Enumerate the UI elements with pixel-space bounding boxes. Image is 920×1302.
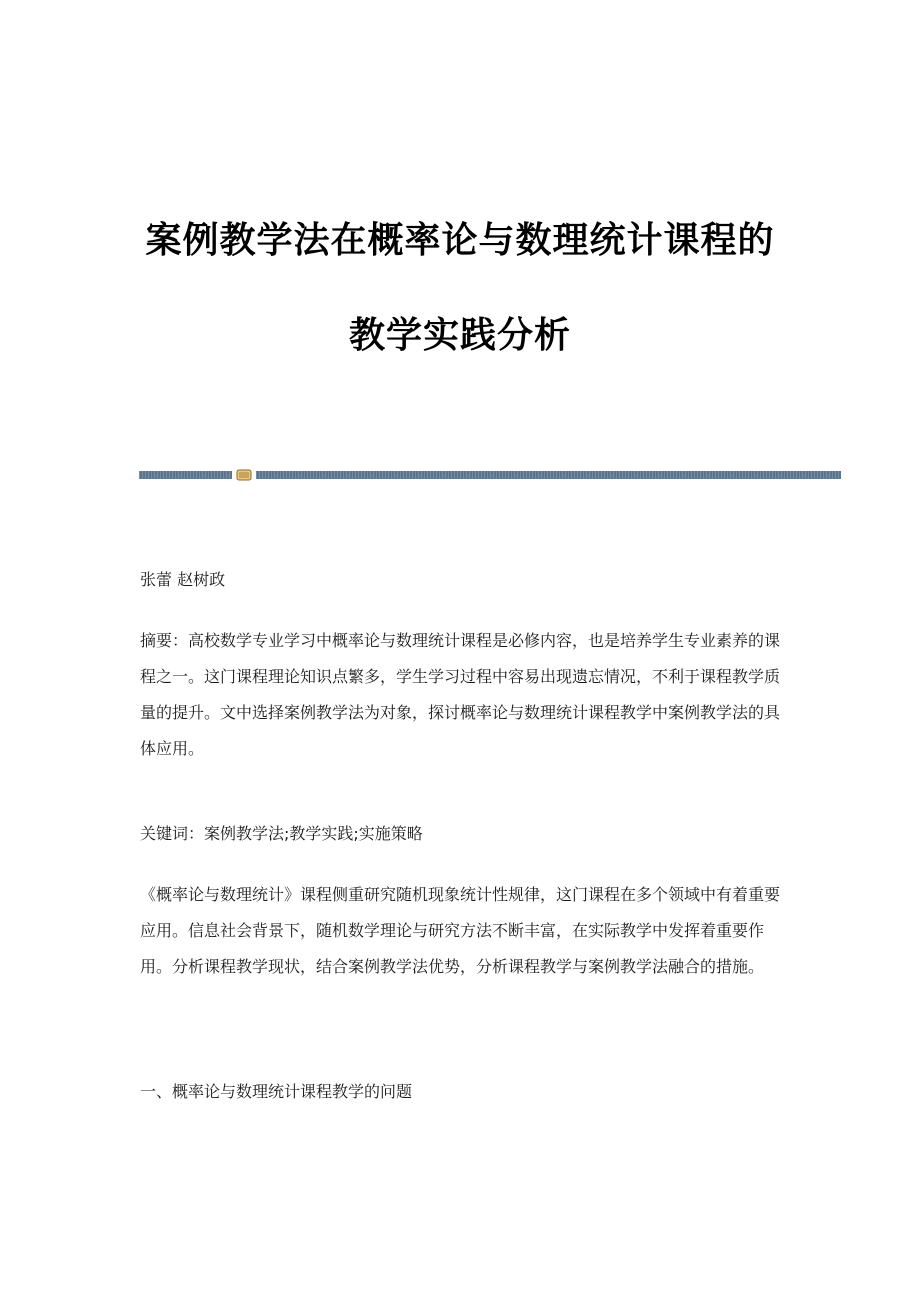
document-title-line-1: 案例教学法在概率论与数理统计课程的 xyxy=(145,220,775,261)
divider-ornament-icon xyxy=(236,468,252,482)
section-heading: 一、概率论与数理统计课程教学的问题 xyxy=(140,1082,413,1101)
intro-paragraph xyxy=(140,877,780,985)
intro-paragraph-text: 《概率论与数理统计》课程侧重研究随机现象统计性规律，这门课程在多个领域中有着重要应用。信息社会背景下，随机数学理论与研究方法不断丰富，在实际教学中发挥着重要作用。分析课程教学现状，结合案例教学法优势，分析课程教学与案例教学法融合的措施。 xyxy=(140,885,781,976)
document-title-line-2: 教学实践分析 xyxy=(348,315,571,356)
divider-bar-right xyxy=(256,471,841,479)
abstract xyxy=(140,623,780,767)
authors: 张蕾 赵树政 xyxy=(140,570,226,589)
title-divider xyxy=(139,471,841,479)
keywords: 关键词：案例教学法;教学实践;实施策略 xyxy=(140,824,423,843)
abstract-text: 摘要：高校数学专业学习中概率论与数理统计课程是必修内容，也是培养学生专业素养的课程之一。这门课程理论知识点繁多，学生学习过程中容易出现遗忘情况，不利于课程教学质量的提升。文中选择案例教学法为对象，探讨概率论与数理统计课程教学中案例教学法的具体应用。 xyxy=(140,631,781,758)
divider-bar-left xyxy=(139,471,232,479)
